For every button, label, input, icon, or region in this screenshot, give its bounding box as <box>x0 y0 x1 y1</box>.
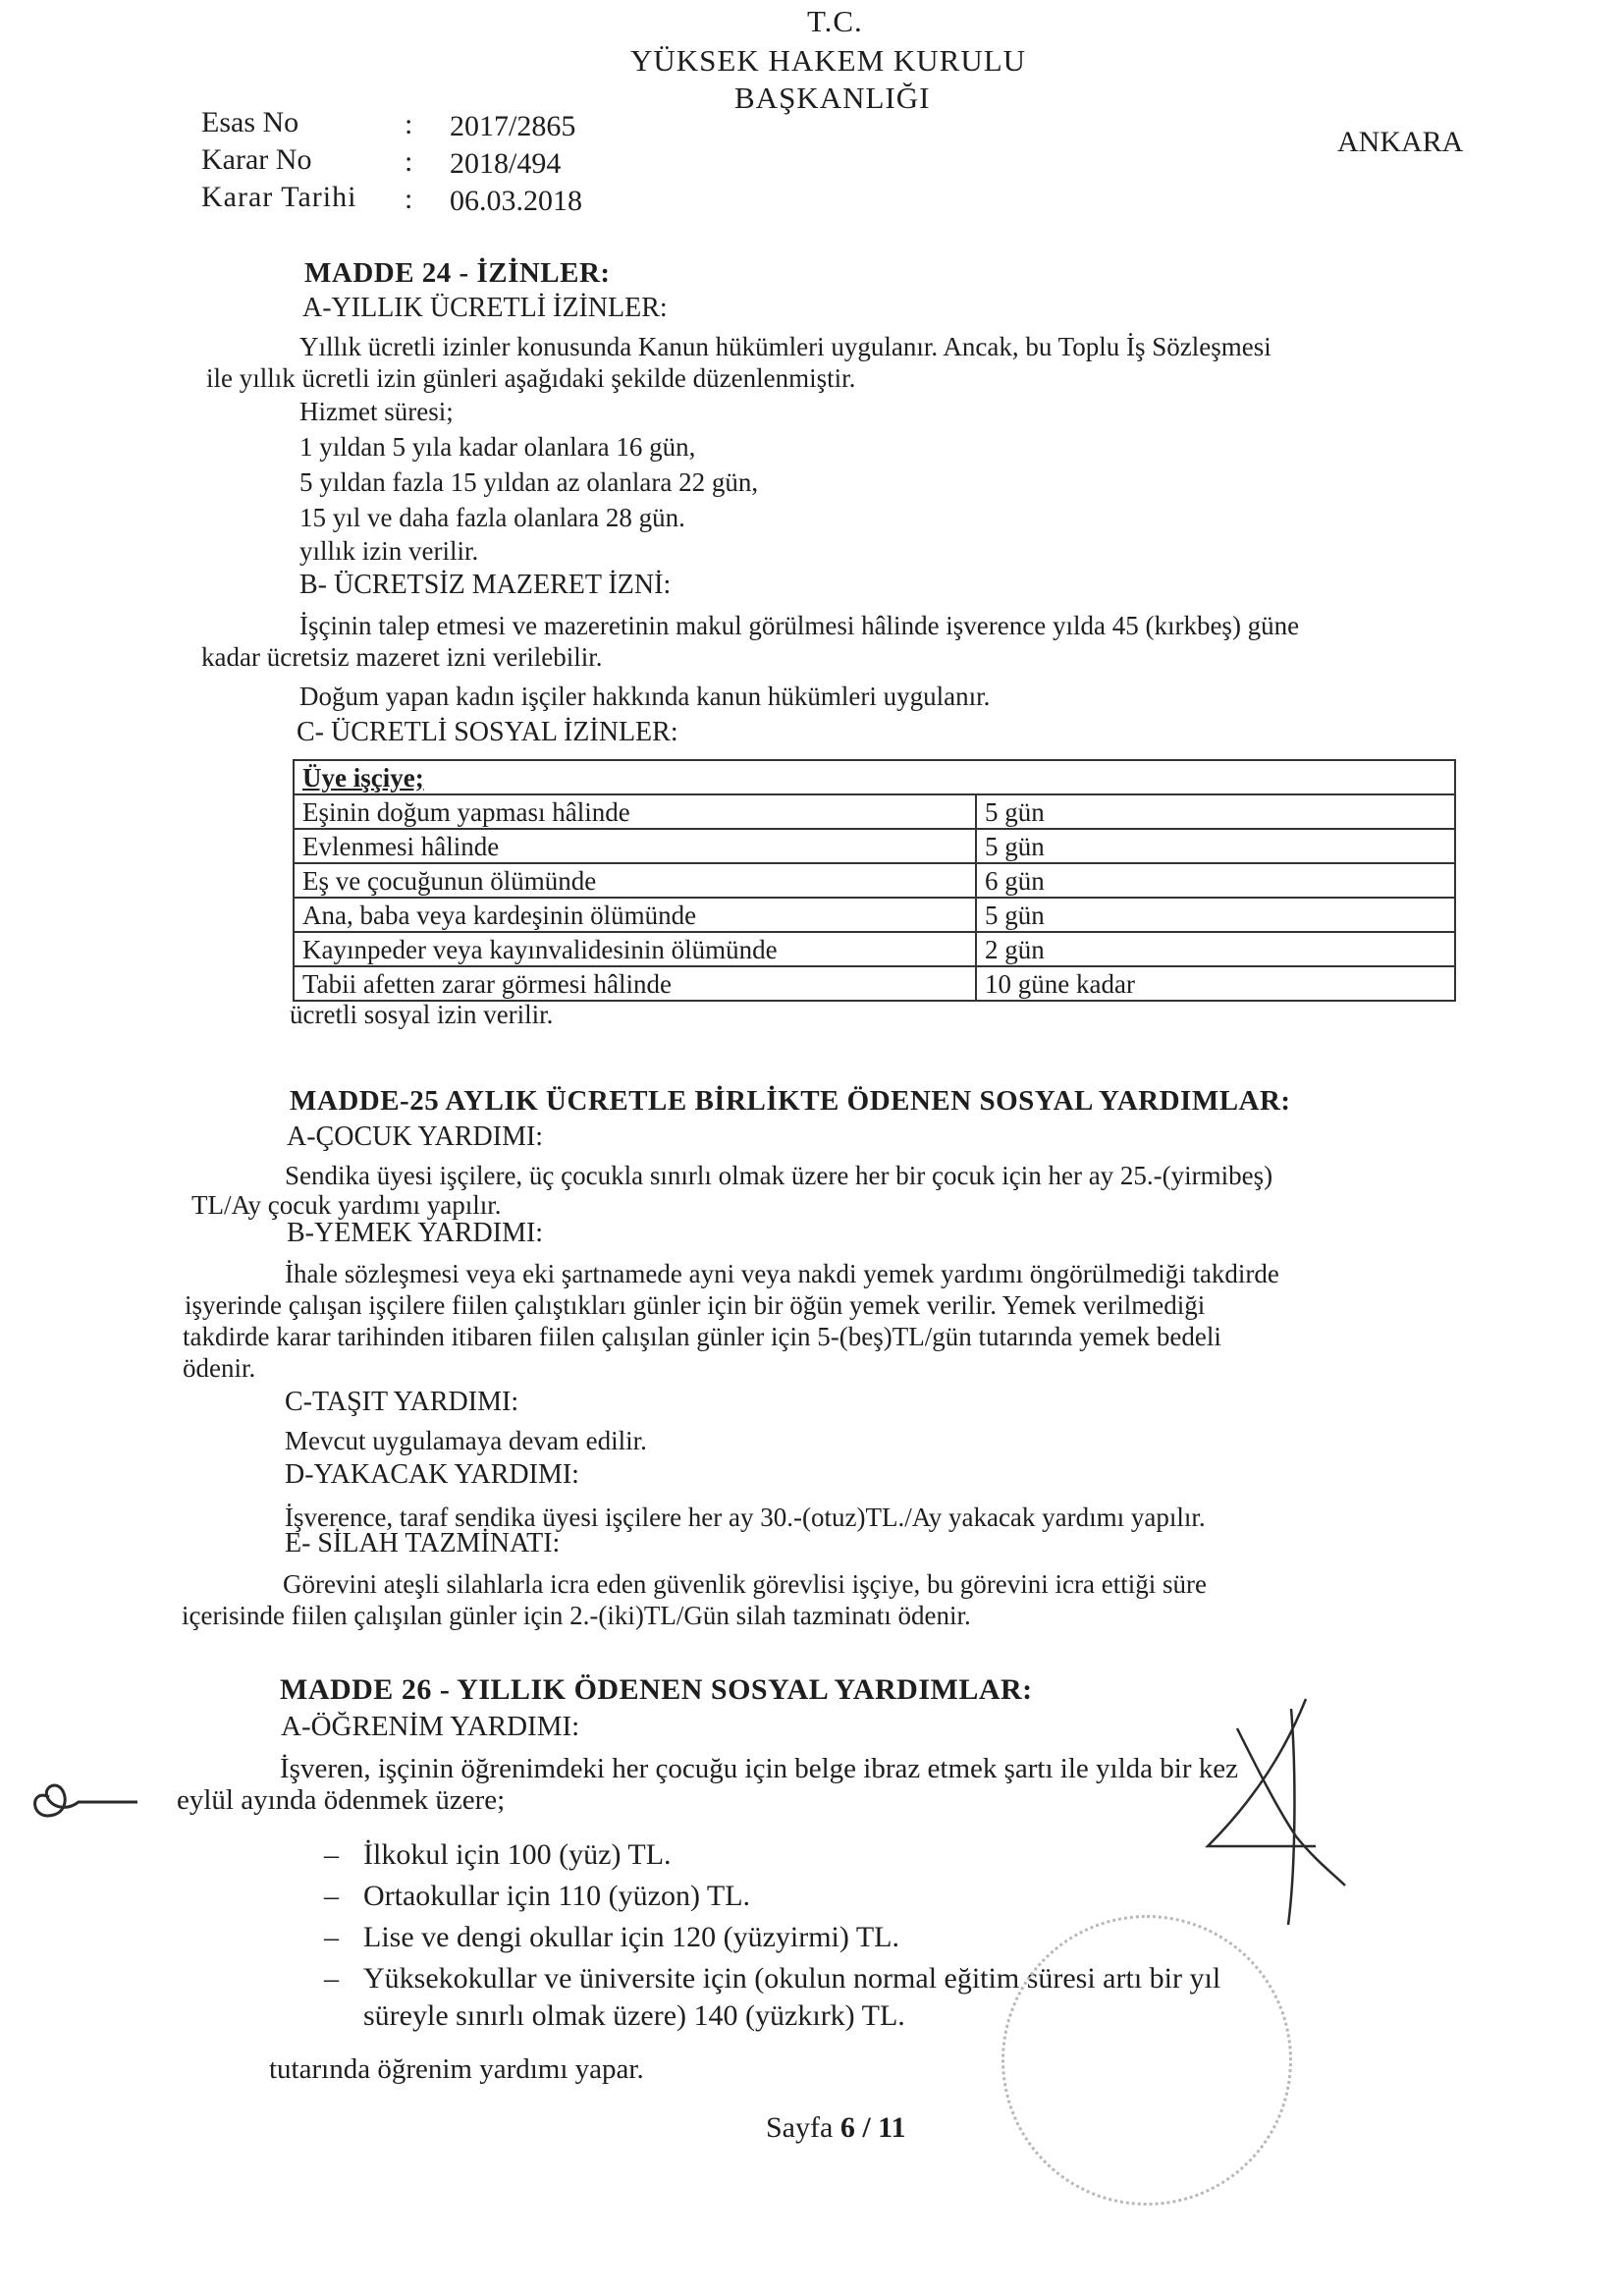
bullet-continuation: süreyle sınırlı olmak üzere) 140 (yüzkırk) TL. <box>363 1999 905 2032</box>
bullet-text: Yüksekokullar ve üniversite için (okulun normal eğitim süresi artı bir yıl <box>363 1962 1221 1995</box>
initials-signature-icon <box>20 1758 157 1836</box>
m24-a-p1: Yıllık ücretli izinler konusunda Kanun hükümleri uygulanır. Ancak, bu Toplu İş Sözleşmesi <box>299 332 1271 361</box>
city: ANKARA <box>1337 126 1464 158</box>
bullet-text: İlkokul için 100 (yüz) TL. <box>363 1838 672 1871</box>
leave-label: Eş ve çocuğunun ölümünde <box>294 863 976 898</box>
m25-e-p2: içerisinde fiilen çalışılan günler için 2.-(iki)TL/Gün silah tazminatı ödenir. <box>182 1601 971 1630</box>
meta-tarih-sep: : <box>405 183 413 215</box>
m24-b-title: B- ÜCRETSİZ MAZERET İZNİ: <box>299 570 672 600</box>
m24-b-p2: kadar ücretsiz mazeret izni verilebilir. <box>201 642 603 672</box>
meta-esas-label: Esas No <box>201 106 299 138</box>
m25-e-title: E- SİLAH TAZMİNATI: <box>285 1528 561 1558</box>
m25-b-p3: takdirde karar tarihinden itibaren fiilen çalışılan günler için 5-(beş)TL/gün tutarında yemek bedeli <box>183 1322 1221 1351</box>
social-leave-table <box>293 759 1456 1002</box>
leave-label: Kayınpeder veya kayınvalidesinin ölümünde <box>294 932 976 966</box>
table-row <box>294 898 1455 932</box>
meta-esas-value: 2017/2865 <box>450 110 576 142</box>
table-row <box>294 966 1455 1001</box>
page-number <box>766 2111 906 2145</box>
leave-days: 5 gün <box>976 794 1455 829</box>
m26-closing: tutarında öğrenim yardımı yapar. <box>269 2053 644 2085</box>
meta-esas-sep: : <box>405 108 413 140</box>
leave-days: 2 gün <box>976 932 1455 966</box>
m25-d-p1: İşverence, taraf sendika üyesi işçilere her ay 30.-(otuz)TL./Ay yakacak yardımı yapılır. <box>285 1503 1206 1532</box>
meta-karar-sep: : <box>405 145 413 178</box>
m25-e-p1: Görevini ateşli silahlarla icra eden güvenlik görevlisi işçiye, bu görevini icra ettiği süre <box>283 1569 1207 1599</box>
m26-a-title: A-ÖĞRENİM YARDIMI: <box>281 1711 580 1742</box>
table-row <box>294 932 1455 966</box>
leave-label: Eşinin doğum yapması hâlinde <box>294 794 976 829</box>
m26-a-p1: İşveren, işçinin öğrenimdeki her çocuğu için belge ibraz etmek şartı ile yılda bir kez <box>280 1753 1238 1784</box>
table-header-cell: Üye işçiye; <box>294 760 1455 794</box>
leave-days: 5 gün <box>976 829 1455 863</box>
bullet-item: – Yüksekokullar ve üniversite için (okulun normal eğitim süresi artı bir yıl <box>324 1962 1221 1995</box>
bullet-text: Lise ve dengi okullar için 120 (yüzyirmi) TL. <box>363 1921 899 1953</box>
table-row <box>294 829 1455 863</box>
bullet-item: – Ortaokullar için 110 (yüzon) TL. <box>324 1880 751 1912</box>
m25-a-p2: TL/Ay çocuk yardımı yapılır. <box>191 1190 502 1220</box>
m25-c-p1: Mevcut uygulamaya devam edilir. <box>285 1426 647 1455</box>
meta-karar-label: Karar No <box>201 143 312 176</box>
leave-days: 5 gün <box>976 898 1455 932</box>
m26-title: MADDE 26 - YILLIK ÖDENEN SOSYAL YARDIMLAR: <box>280 1673 1033 1706</box>
m24-c-title: C- ÜCRETLİ SOSYAL İZİNLER: <box>297 717 678 747</box>
official-seal-icon <box>1001 1915 1292 2206</box>
meta-tarih-label: Karar Tarihi <box>201 181 357 213</box>
m25-a-p1: Sendika üyesi işçilere, üç çocukla sınırlı olmak üzere her bir çocuk için her ay 25.-(yirmibeş) <box>285 1161 1273 1190</box>
leave-days: 6 gün <box>976 863 1455 898</box>
m24-a-l1: Hizmet süresi; <box>299 397 454 426</box>
m26-a-p2: eylül ayında ödenmek üzere; <box>177 1784 506 1816</box>
m24-a-l3: 5 yıldan fazla 15 yıldan az olanlara 22 gün, <box>299 467 759 497</box>
bullet-item: – Lise ve dengi okullar için 120 (yüzyirmi) TL. <box>324 1921 899 1953</box>
meta-tarih-value: 06.03.2018 <box>450 185 582 217</box>
institution-office: BAŞKANLIĞI <box>734 81 931 115</box>
leave-label: Tabii afetten zarar görmesi hâlinde <box>294 966 976 1001</box>
m24-a-l4: 15 yıl ve daha fazla olanlara 28 gün. <box>299 503 685 532</box>
leave-label: Evlenmesi hâlinde <box>294 829 976 863</box>
page-value: 6 / 11 <box>839 2111 906 2144</box>
leave-label: Ana, baba veya kardeşinin ölümünde <box>294 898 976 932</box>
m24-b-p1: İşçinin talep etmesi ve mazeretinin makul görülmesi hâlinde işverence yılda 45 (kırkbeş) güne <box>299 611 1300 640</box>
table-row <box>294 863 1455 898</box>
bullet-item: – İlkokul için 100 (yüz) TL. <box>324 1838 672 1871</box>
header-top: T.C. <box>807 4 863 38</box>
m24-a-l2: 1 yıldan 5 yıla kadar olanlara 16 gün, <box>299 432 696 462</box>
m25-b-p4: ödenir. <box>183 1353 256 1383</box>
m24-a-title: A-YILLIK ÜCRETLİ İZİNLER: <box>302 293 668 323</box>
handwritten-signature-icon <box>1198 1689 1355 1944</box>
m25-b-p2: işyerinde çalışan işçilere fiilen çalıştıkları günler için bir öğün yemek verilir. Yemek verilmediği <box>185 1290 1206 1320</box>
m25-c-title: C-TAŞIT YARDIMI: <box>285 1387 519 1417</box>
m25-d-title: D-YAKACAK YARDIMI: <box>285 1459 579 1490</box>
m25-b-title: B-YEMEK YARDIMI: <box>287 1218 544 1248</box>
m24-b-p3: Doğum yapan kadın işçiler hakkında kanun hükümleri uygulanır. <box>299 682 991 711</box>
institution-name: YÜKSEK HAKEM KURULU <box>630 43 1027 78</box>
leave-days: 10 güne kadar <box>976 966 1455 1001</box>
table-row <box>294 794 1455 829</box>
meta-karar-value: 2018/494 <box>450 147 562 180</box>
m25-a-title: A-ÇOCUK YARDIMI: <box>287 1121 544 1152</box>
m24-a-l5: yıllık izin verilir. <box>299 536 479 566</box>
m25-title: MADDE-25 AYLIK ÜCRETLE BİRLİKTE ÖDENEN SOSYAL YARDIMLAR: <box>290 1085 1291 1117</box>
page-label: Sayfa <box>766 2111 834 2144</box>
m25-b-p1: İhale sözleşmesi veya eki şartnamede ayni veya nakdi yemek yardımı öngörülmediği takdirde <box>285 1259 1279 1288</box>
m24-title: MADDE 24 - İZİNLER: <box>304 257 611 289</box>
m24-a-p2: ile yıllık ücretli izin günleri aşağıdaki şekilde düzenlenmiştir. <box>206 363 856 393</box>
m24-c-after: ücretli sosyal izin verilir. <box>290 1000 554 1029</box>
bullet-text: Ortaokullar için 110 (yüzon) TL. <box>363 1880 751 1912</box>
table-header-row <box>294 760 1455 794</box>
